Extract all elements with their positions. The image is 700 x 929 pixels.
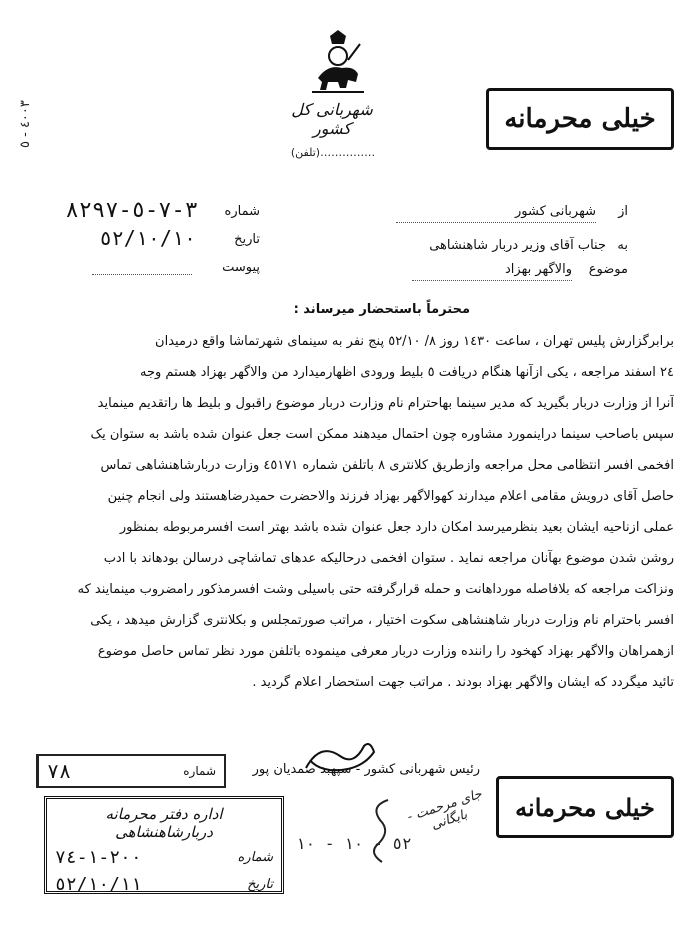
side-serial-number: ٤٠٠٣ - ٥ (18, 100, 33, 148)
signer-title: رئیس شهربانی کشور - سپهبد صمدیان پور (252, 762, 480, 777)
phone-label: (تلفن) (290, 146, 321, 159)
attachment-line (92, 274, 192, 275)
salutation: محترماً باستحضار میرساند : (293, 302, 470, 317)
body-line: تائید میگردد که ایشان والاگهر بهزاد بودند . مراتب جهت استحضار اعلام گردید . (252, 675, 674, 690)
body-line: ازهمراهان والاگهر بهزاد کهخود را راننده وزارت دربار معرفی مینموده باتلفن مورد نظر تماس حاصل موضوع (97, 644, 674, 659)
from-field (396, 200, 596, 223)
incoming-number-box (36, 754, 226, 788)
body-line: افسر باحترام نام وزارت دربار شاهنشاهی سکوت اختیار ، مراتب صورتمجلس و بکلانتری گزارش میدهد ، یکی (90, 613, 674, 628)
body-line: برابرگزارش پلیس تهران ، ساعت ١٤٣٠ روز ٨/ ٥٢/١٠ پنج نفر به سینمای شهرتماشا واقع درمیدان (155, 334, 674, 349)
handwritten-date: ٥٢ - ١٠ - ١٠ (296, 834, 412, 853)
letterhead-phone-label: ……………(تلفن) (290, 146, 376, 159)
subject-field (412, 258, 572, 281)
body-line: سپس باصاحب سینما دراینمورد مشاوره چون احتمال میدهند ممکن است جعل عنوان شده باشد به ستوان یک (90, 427, 674, 442)
classification-stamp-bottom: خیلی محرمانه (496, 776, 674, 838)
body-line: ونزاکت مراجعه که بلافاصله مورداهانت و حمله قرارگرفته حتی باسیلی وشت افسرمذکور رامضروب مینمایند که (77, 582, 674, 597)
from-line (396, 200, 596, 223)
registry-number-label: شماره (237, 850, 273, 865)
registry-stamp (44, 796, 284, 894)
incoming-number-label: شماره (183, 764, 216, 778)
letter-body (30, 326, 674, 698)
registry-date-row (55, 874, 273, 895)
date-label: تاریخ (234, 232, 260, 247)
registry-number-row (55, 847, 273, 868)
attachment-label: پیوست (222, 260, 260, 275)
subject-value: والاگهر بهزاد (505, 262, 572, 277)
from-value: شهربانی کشور (514, 204, 596, 219)
from-label: از (618, 204, 628, 219)
registry-number-value: ٢٠٠-١-٧٤ (55, 847, 142, 868)
registry-stamp-title: اداره دفتر محرمانه دربارشاهنشاهی (105, 805, 223, 841)
to-label: به (617, 238, 628, 253)
to-field (406, 234, 606, 253)
body-line: حاصل آقای درویش مقامی اعلام میدارند کهوالاگهر بهزاد فرزند والاحضرت حمیدرضاهستند ولی انجام چنین (107, 489, 674, 504)
letterhead-organization: شهربانی کل کشور (291, 100, 373, 138)
number-label: شماره (224, 204, 260, 219)
registry-date-value: ٥٢/١٠/١١ (55, 874, 142, 895)
subject-label: موضوع (588, 262, 628, 277)
subject-line (412, 258, 572, 281)
to-value: جناب آقای وزیر دربار شاهنشاهی (429, 238, 606, 253)
date-value: ٥٢/١٠/١٠ (99, 226, 196, 250)
body-line: ٢٤ اسفند مراجعه ، یکی ازآنها هنگام دریافت ٥ بلیط ورودی اظهارمیدارد من والاگهر بهزاد هستم وجه (140, 365, 674, 380)
incoming-number: ٧٨ (47, 759, 72, 783)
body-line: عملی ازناحیه ایشان بعید بنظرمیرسد امکان دارد جعل عنوان شده باشد بهتر است افسرمربوطه بمنظور (119, 520, 674, 535)
number-value: ٣-٧-٥-٨٢٩٧ (65, 198, 198, 223)
handwritten-note: جای مرحمت - بایگانی (405, 786, 484, 833)
body-line: روشن شدن موضوع بهآنان مراجعه نماید . ستوان افخمی درحالیکه عدهای تماشاچی درسالن بودهاند با ادب (103, 551, 674, 566)
lion-and-sun-emblem-icon (308, 30, 368, 100)
handwritten-mark-icon (362, 796, 402, 866)
body-line: آنرا از وزارت دربار بگیرید که مدیر سینما بهاحترام نام وزارت دربار موضوع راقبول و بلیط ها راتقدیم مینماید (97, 396, 674, 411)
body-line: افخمی افسر انتظامی محل مراجعه وازطریق کلانتری ٨ باتلفن شماره ٤٥١٧١ وزارت دربارشاهنشاهی تماس (100, 458, 674, 473)
classification-stamp-top: خیلی محرمانه (486, 88, 674, 150)
registry-date-label: تاریخ (247, 877, 273, 892)
